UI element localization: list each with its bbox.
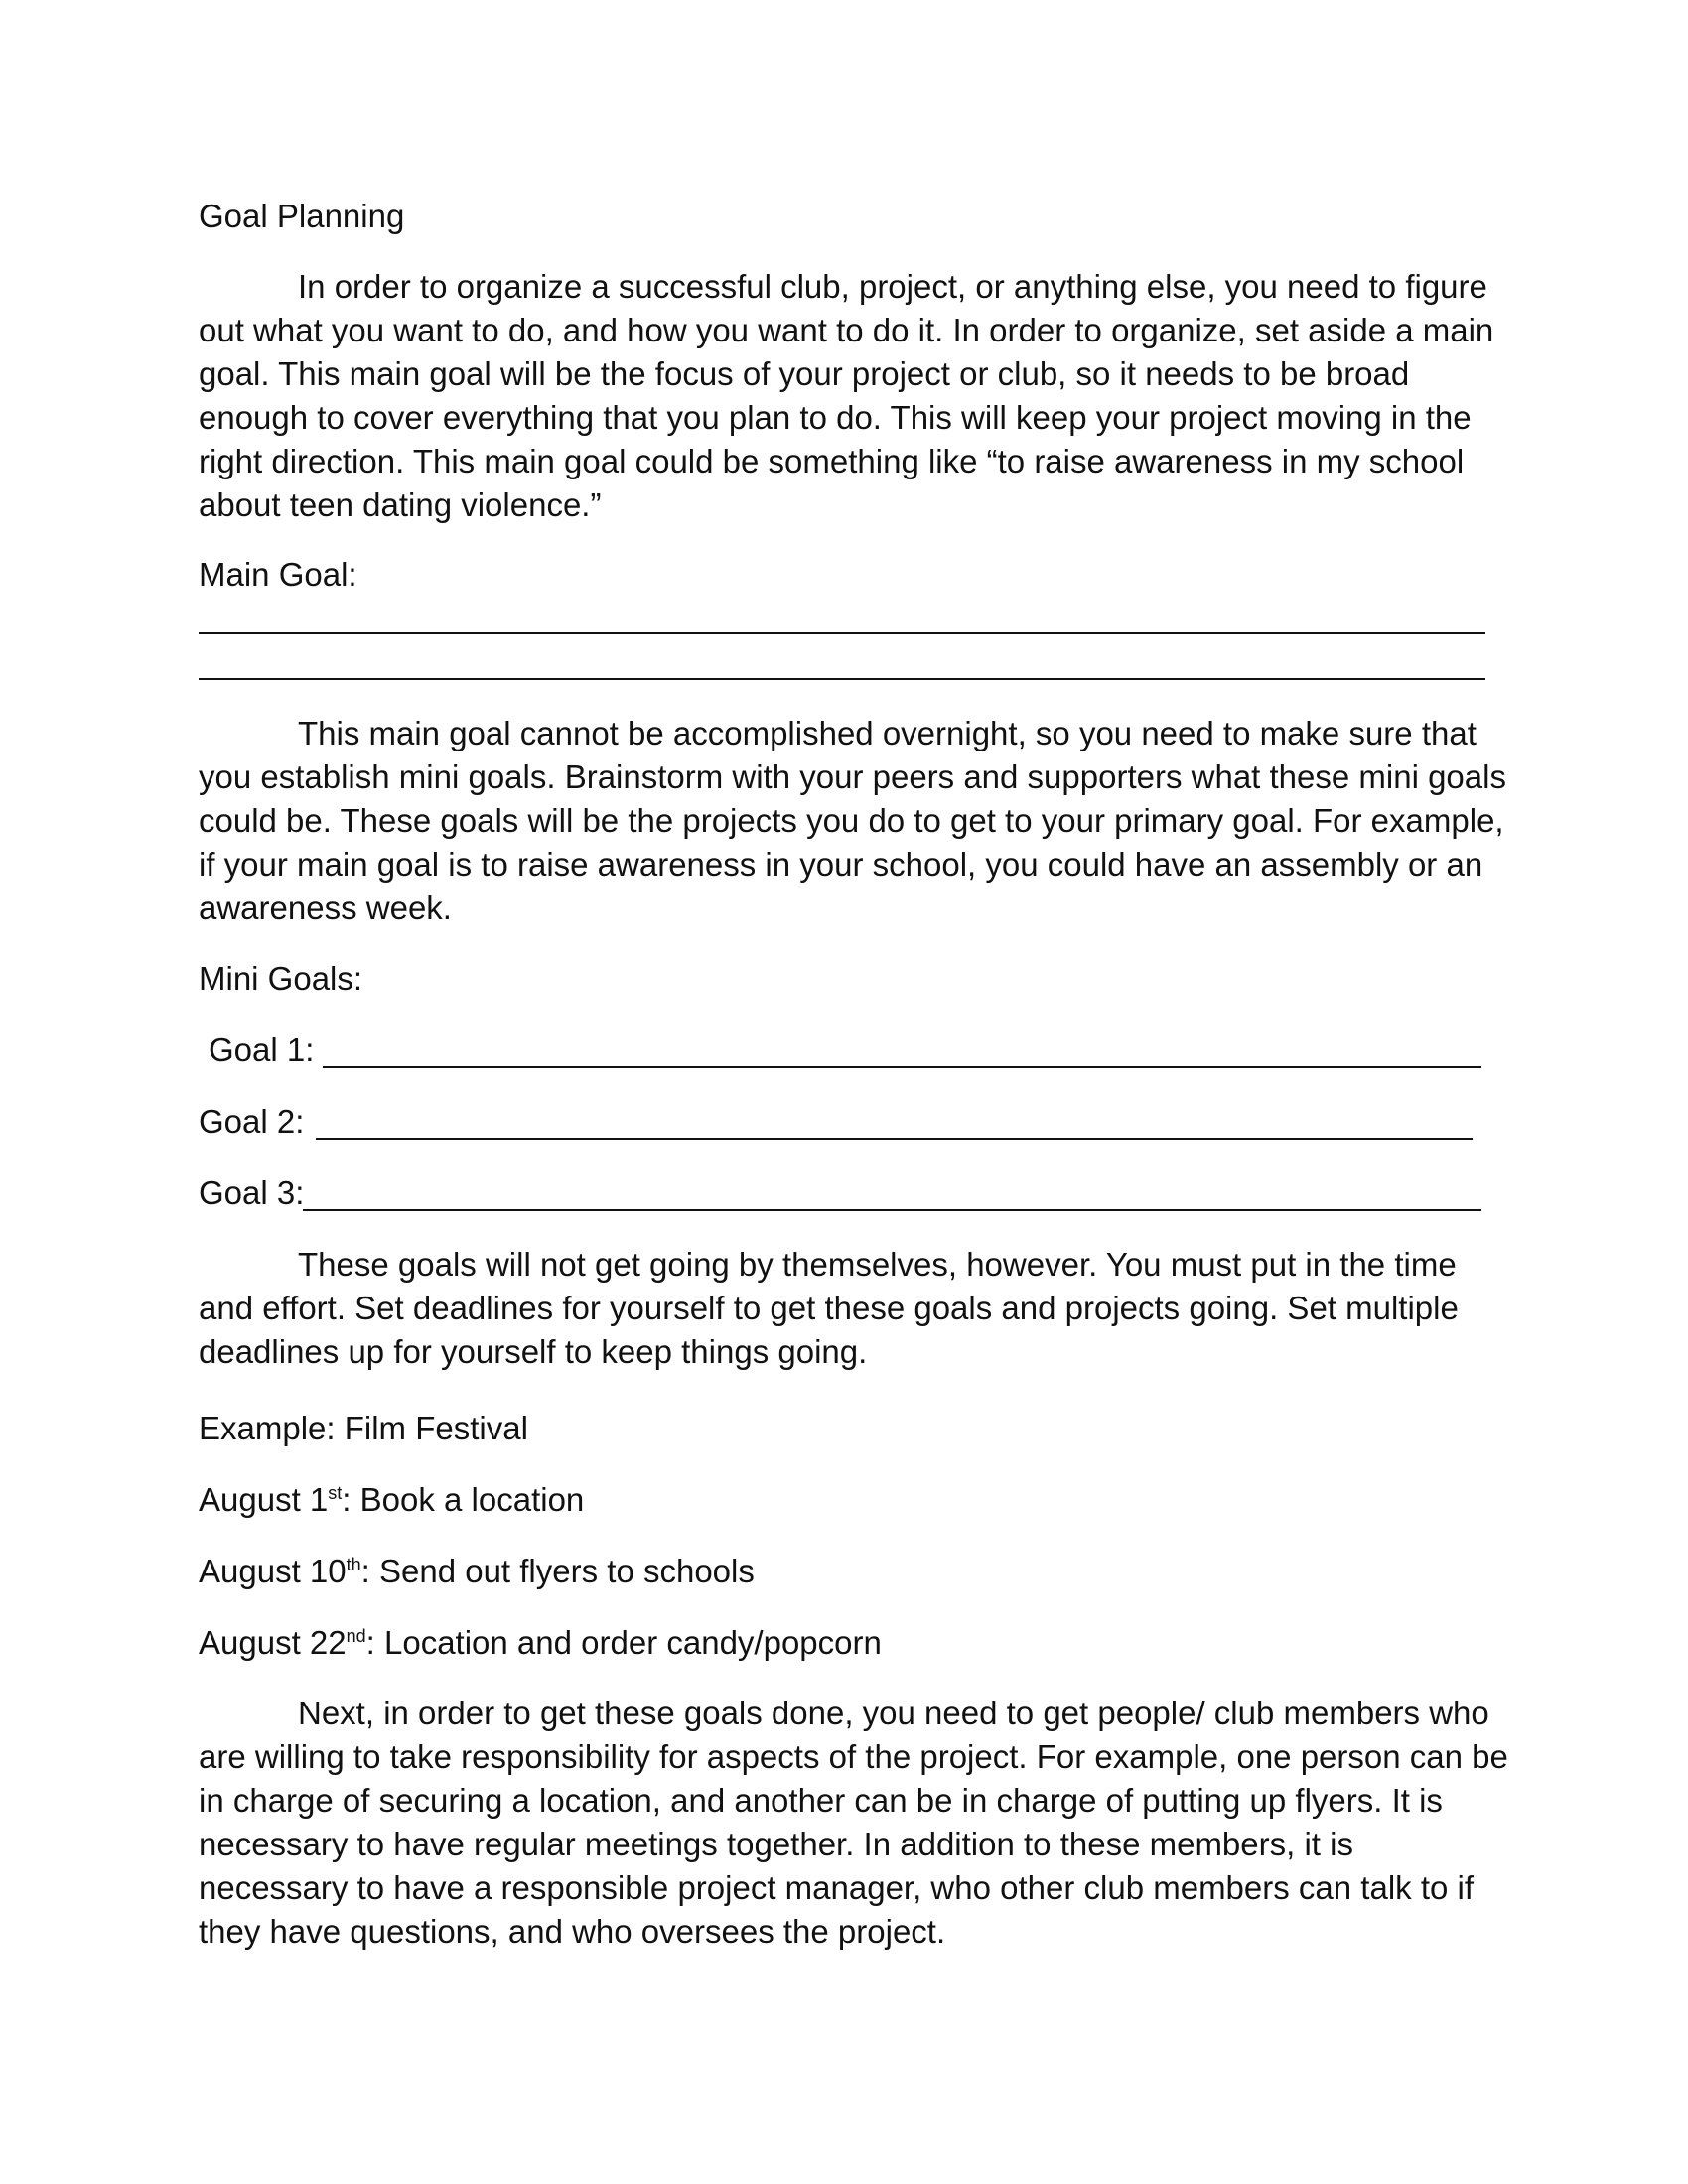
timeline-date: August 1 <box>199 1481 329 1518</box>
goal-2-label: Goal 2: <box>199 1103 305 1140</box>
main-goal-line-1 <box>199 632 1485 634</box>
document-title: Goal Planning <box>199 198 405 234</box>
goal-1-line <box>323 1066 1481 1068</box>
goal-3-label: Goal 3: <box>199 1174 305 1211</box>
deadlines-paragraph: These goals will not get going by themselves, however. You must put in the time and effort. Set deadlines for yourself to get these goals and projects going. Set multiple deadlines up for yourself to keep things going. <box>199 1246 1459 1370</box>
example-label: Example: Film Festival <box>199 1410 528 1446</box>
goal-3-line <box>303 1209 1481 1211</box>
timeline-task: : Send out flyers to schools <box>360 1553 755 1589</box>
timeline-date-suffix: st <box>328 1483 343 1503</box>
timeline-date: August 22 <box>199 1624 347 1661</box>
goal-1-label: Goal 1: <box>209 1031 315 1068</box>
timeline-item <box>199 1621 882 1665</box>
timeline-item <box>199 1550 755 1593</box>
timeline-item <box>199 1478 584 1522</box>
intro-paragraph: In order to organize a successful club, project, or anything else, you need to figure out what you want to do, and how you want to do it. In order to organize, set aside a main goal. This main goal will be the focus of your project or club, so it needs to be broad enough to cover everything that you plan to do. This will keep your project moving in the right direction. This main goal could be something like “to raise awareness in my school about teen dating violence.” <box>199 268 1494 523</box>
timeline-task: : Location and order candy/popcorn <box>365 1624 882 1661</box>
main-goal-line-2 <box>199 678 1485 680</box>
timeline-date: August 10 <box>199 1553 347 1589</box>
main-goal-label: Main Goal: <box>199 556 357 593</box>
mini-goals-paragraph: This main goal cannot be accomplished overnight, so you need to make sure that you establish mini goals. Brainstorm with your peers and supporters what these mini goals could be. These goals will be the projects you do to get to your primary goal. For example, if your main goal is to raise awareness in your school, you could have an assembly or an awareness week. <box>199 715 1506 926</box>
timeline-date-suffix: nd <box>346 1626 366 1646</box>
timeline-task: : Book a location <box>342 1481 585 1518</box>
timeline-date-suffix: th <box>346 1555 361 1574</box>
goal-2-line <box>316 1138 1473 1140</box>
mini-goals-label: Mini Goals: <box>199 960 363 997</box>
members-paragraph: Next, in order to get these goals done, you need to get people/ club members who are willing to take responsibility for aspects of the project. For example, one person can be in charge of securing a location, and another can be in charge of putting up flyers. It is necessary to have regular meetings together. In addition to these members, it is necessary to have a responsible project manager, who other club members can talk to if they have questions, and who oversees the project. <box>199 1695 1508 1950</box>
